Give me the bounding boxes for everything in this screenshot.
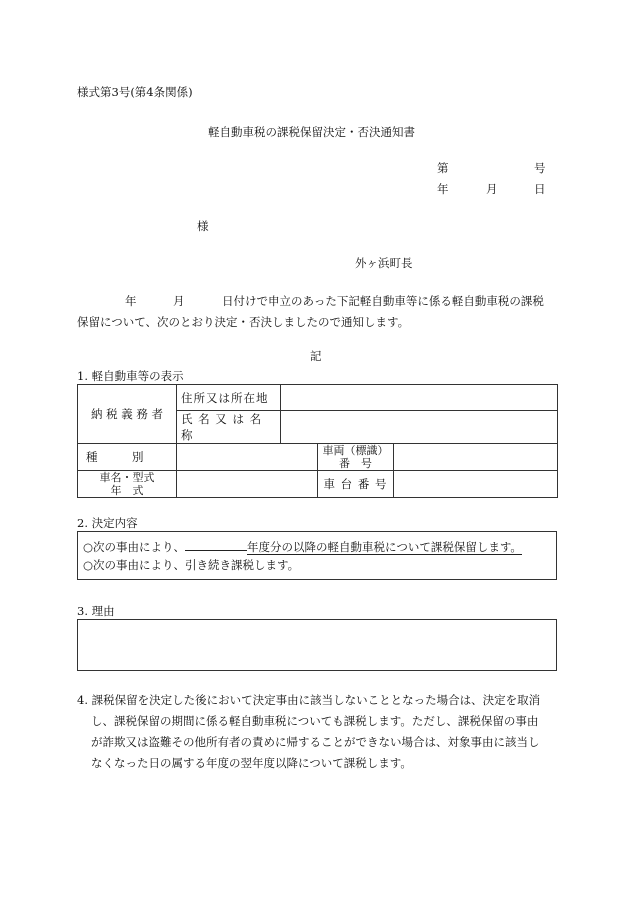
date-day-label: 日 bbox=[534, 182, 546, 196]
doc-number-prefix: 第 bbox=[437, 161, 449, 175]
address-label: 住所又は所在地 bbox=[177, 385, 281, 411]
chassis-number-value bbox=[394, 471, 558, 498]
section3-heading: 3. 理由 bbox=[77, 604, 115, 618]
vehicle-type-label: 種 別 bbox=[78, 444, 177, 471]
decision-option-1-prefix: ○次の事由により、 bbox=[83, 540, 186, 554]
intro-month-label: 月 bbox=[173, 294, 185, 308]
name-label: 氏 名 又 は 名 称 bbox=[177, 411, 281, 444]
ki-label: 記 bbox=[310, 349, 322, 363]
section4-line4: なくなった日の属する年度の翌年度以降について課税します。 bbox=[91, 756, 412, 770]
doc-number-suffix: 号 bbox=[534, 161, 546, 175]
fiscal-year-blank bbox=[185, 539, 247, 551]
reason-box bbox=[77, 619, 557, 671]
intro-line1: 日付けで申立のあった下記軽自動車等に係る軽自動車税の課税 bbox=[222, 294, 544, 308]
vehicle-info-table bbox=[77, 384, 558, 498]
section4-line2: し、課税保留の期間に係る軽自動車税についても課税します。ただし、課税保留の事由 bbox=[91, 714, 539, 728]
model-label-line2: 年 式 bbox=[110, 484, 144, 497]
plate-number-label bbox=[318, 444, 394, 471]
addressee-suffix: 様 bbox=[197, 219, 209, 233]
form-number: 様式第3号(第4条関係) bbox=[77, 85, 193, 99]
chassis-number-label: 車 台 番 号 bbox=[318, 471, 394, 498]
date-year-label: 年 bbox=[437, 182, 449, 196]
model-label-line1: 車名・型式 bbox=[99, 471, 155, 484]
section4-line1: 4. 課税保留を決定した後において決定事由に該当しないこととなった場合は、決定を取消 bbox=[77, 693, 541, 707]
intro-line2: 保留について、次のとおり決定・否決しましたので通知します。 bbox=[77, 315, 410, 329]
document-title: 軽自動車税の課税保留決定・否決通知書 bbox=[208, 125, 415, 139]
date-month-label: 月 bbox=[486, 182, 498, 196]
taxpayer-label: 納 税 義 務 者 bbox=[78, 385, 177, 444]
section4-line3: が詐欺又は盗難その他所有者の責めに帰することができない場合は、対象事由に該当し bbox=[91, 735, 540, 749]
section2-heading: 2. 決定内容 bbox=[77, 516, 138, 530]
intro-year-label: 年 bbox=[125, 294, 137, 308]
model-year-value bbox=[177, 471, 318, 498]
vehicle-type-value bbox=[177, 444, 318, 471]
issuer-name: 外ヶ浜町長 bbox=[355, 256, 413, 270]
decision-option-1 bbox=[83, 539, 522, 555]
plate-number-label-line2: 番 号 bbox=[339, 457, 372, 470]
section1-heading: 1. 軽自動車等の表示 bbox=[77, 369, 184, 383]
name-value bbox=[281, 411, 558, 444]
plate-number-label-line1: 車両（標識） bbox=[322, 444, 389, 457]
model-year-label bbox=[78, 471, 177, 498]
decision-option-1-suffix: 年度分の以降の軽自動車税について課税保留します。 bbox=[247, 540, 522, 554]
address-value bbox=[281, 385, 558, 411]
plate-number-value bbox=[394, 444, 558, 471]
decision-option-2: ○次の事由により、引き続き課税します。 bbox=[83, 558, 300, 572]
decision-box bbox=[77, 531, 557, 580]
